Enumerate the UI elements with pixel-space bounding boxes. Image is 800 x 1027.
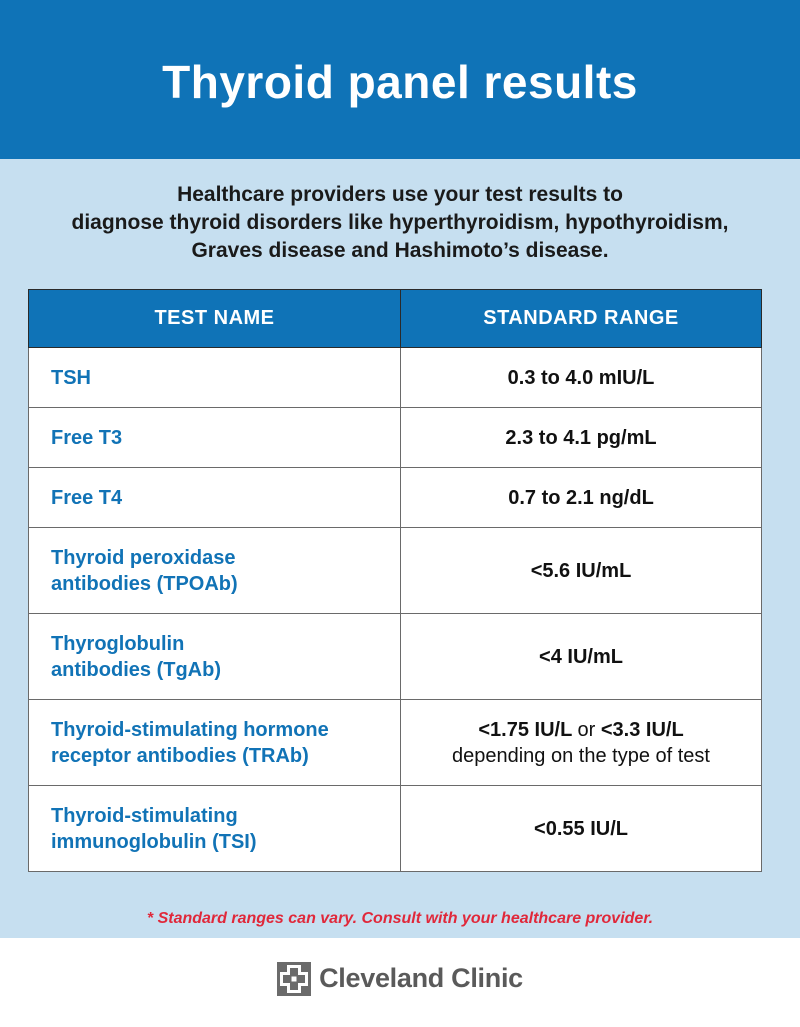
test-name-line: receptor antibodies (TRAb) <box>51 744 309 767</box>
table-header-row <box>29 290 762 348</box>
test-name-cell <box>29 528 401 614</box>
range-cell: 0.7 to 2.1 ng/dL <box>401 468 762 528</box>
test-name-line: immunoglobulin (TSI) <box>51 830 257 853</box>
test-name: Free T3 <box>51 426 123 449</box>
page-title: Thyroid panel results <box>162 55 638 108</box>
footnote: * Standard ranges can vary. Consult with your healthcare provider. <box>146 910 654 927</box>
range-cell: 0.3 to 4.0 mIU/L <box>401 348 762 408</box>
table-row <box>29 528 762 614</box>
cleveland-clinic-logo-icon <box>277 962 311 996</box>
test-name-cell <box>29 786 401 872</box>
test-name-cell <box>29 408 401 468</box>
range-value: <1.75 IU/L <box>478 718 572 741</box>
range-cell <box>401 700 762 786</box>
intro-line: Graves disease and Hashimoto’s disease. <box>191 239 609 262</box>
test-name-line: antibodies (TgAb) <box>51 658 221 681</box>
test-name-line: antibodies (TPOAb) <box>51 572 238 595</box>
range-cell: 2.3 to 4.1 pg/mL <box>401 408 762 468</box>
test-name-line: Thyroid peroxidase <box>51 546 236 569</box>
test-name-cell <box>29 468 401 528</box>
test-name-cell <box>29 614 401 700</box>
column-header-test-name: TEST NAME <box>29 290 401 348</box>
test-name-line: Thyroglobulin <box>51 632 185 655</box>
range-cell: <5.6 IU/mL <box>401 528 762 614</box>
range-cell: <0.55 IU/L <box>401 786 762 872</box>
intro-line: Healthcare providers use your test results to <box>177 183 623 206</box>
table-row <box>29 614 762 700</box>
range-cell: <4 IU/mL <box>401 614 762 700</box>
range-line <box>401 717 761 743</box>
results-table <box>28 289 762 872</box>
column-header-standard-range: STANDARD RANGE <box>401 290 762 348</box>
range-value: <3.3 IU/L <box>600 718 684 741</box>
content-panel <box>0 159 800 938</box>
range-or: or <box>577 718 596 741</box>
table-row <box>29 786 762 872</box>
table-row <box>29 348 762 408</box>
test-name: TSH <box>51 366 91 389</box>
test-name: Free T4 <box>51 486 123 509</box>
test-name-cell <box>29 700 401 786</box>
table-row <box>29 700 762 786</box>
table-row <box>29 408 762 468</box>
test-name-line: Thyroid-stimulating hormone <box>51 718 329 741</box>
brand-name: Cleveland Clinic <box>319 963 523 993</box>
test-name-line: Thyroid-stimulating <box>51 804 238 827</box>
intro-line: diagnose thyroid disorders like hyperthyroidism, hypothyroidism, <box>71 211 729 234</box>
brand-logo <box>277 962 523 996</box>
footer <box>0 938 800 1027</box>
table-row <box>29 468 762 528</box>
range-note: depending on the type of test <box>452 744 710 767</box>
intro-text <box>0 181 800 265</box>
test-name-cell <box>29 348 401 408</box>
header-banner <box>0 0 800 159</box>
